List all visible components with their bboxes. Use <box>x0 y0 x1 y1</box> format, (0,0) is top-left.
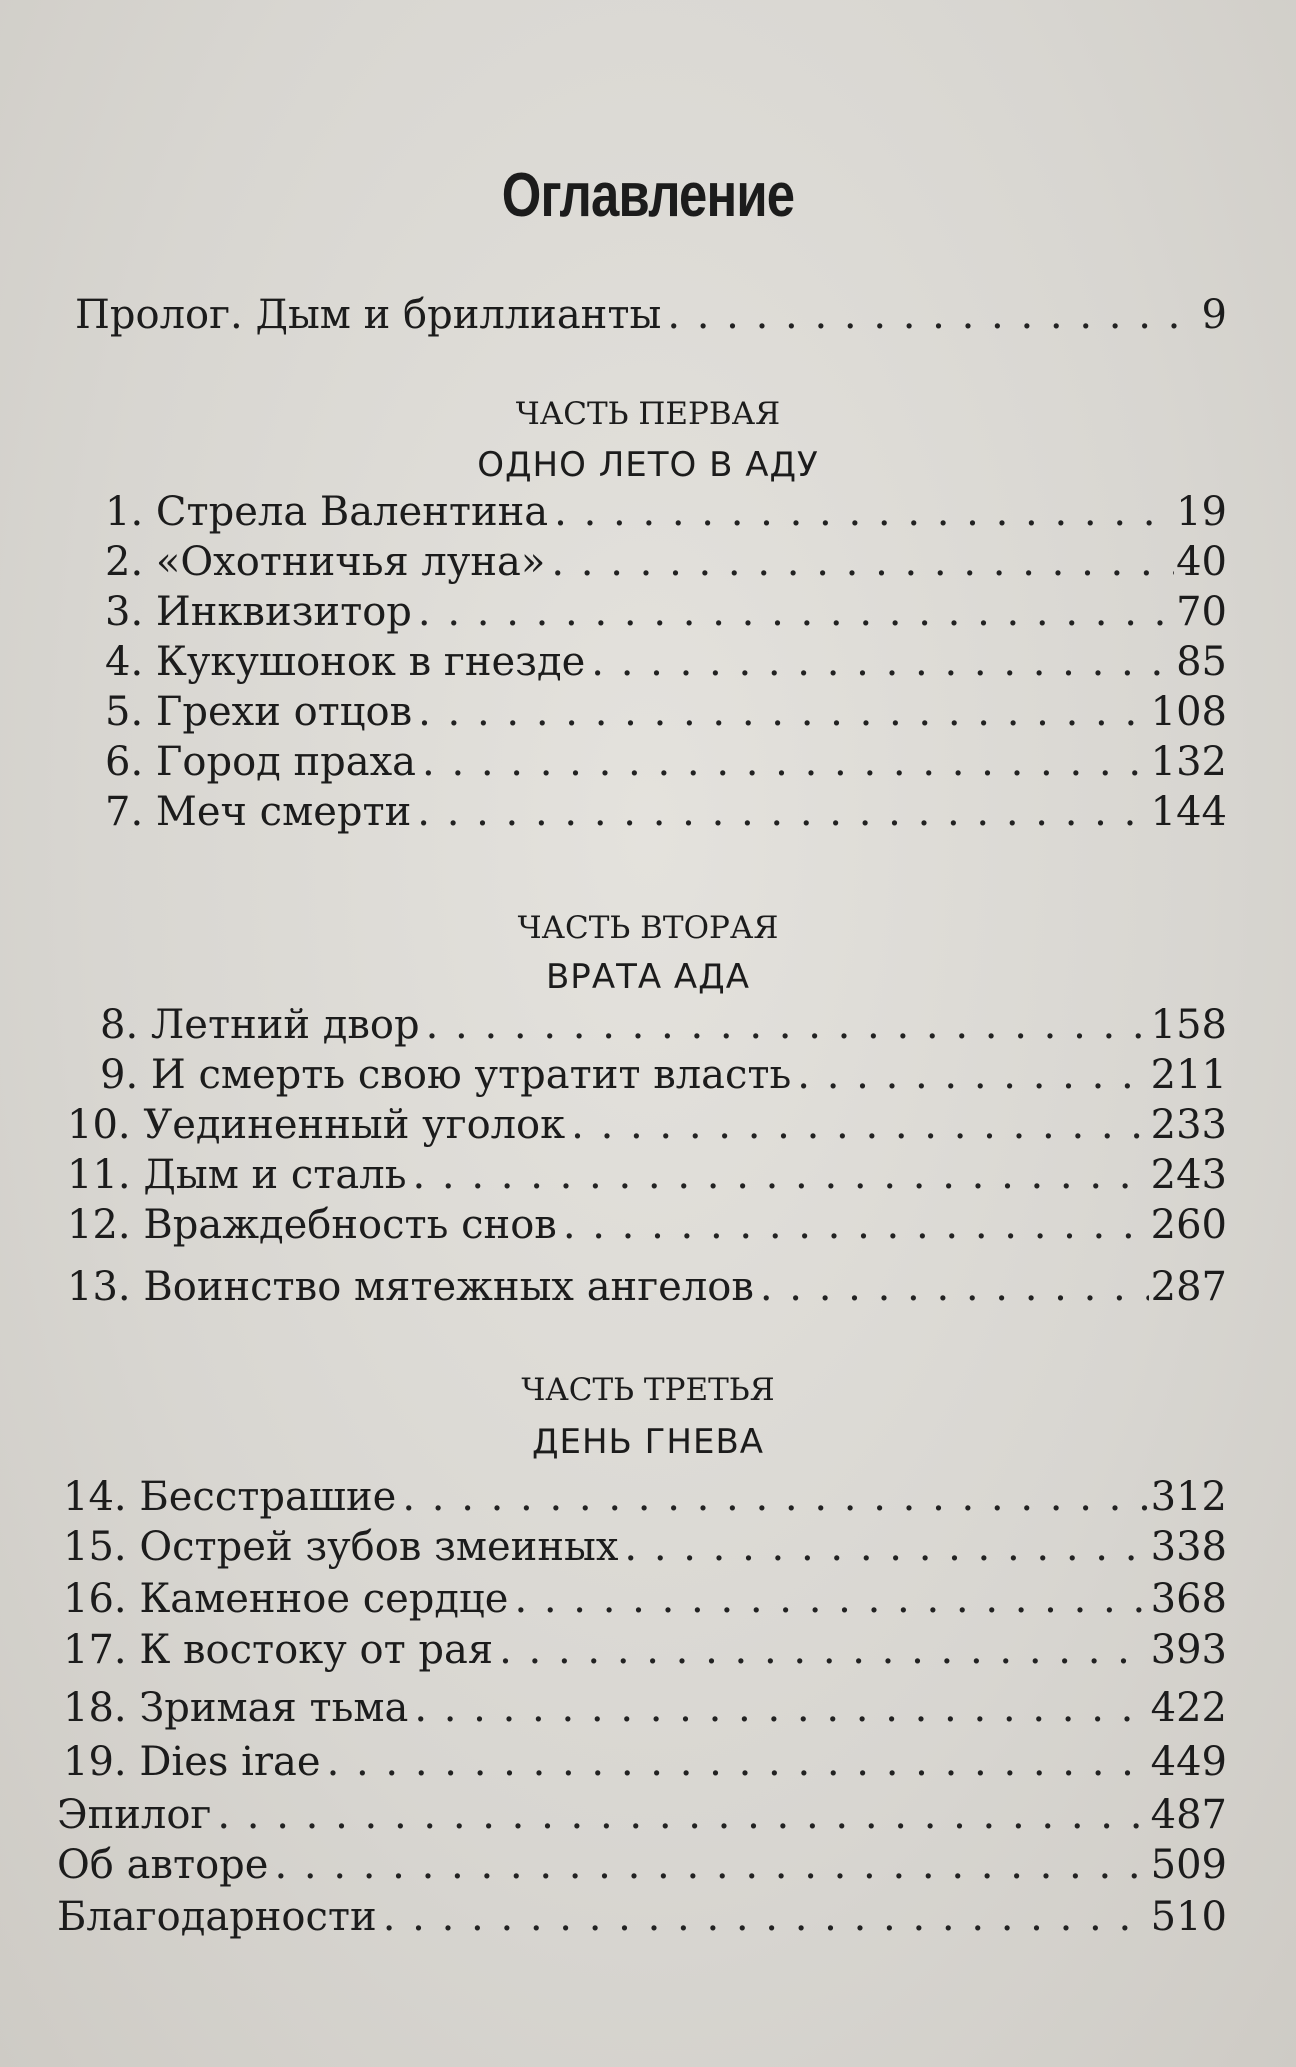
entry-title: Острей зубов змеиных <box>139 1524 619 1570</box>
entry-title: И смерть свою утратит власть <box>150 1052 792 1098</box>
entry-page: 132 <box>1150 739 1227 785</box>
entry-number: 8. <box>100 1002 139 1048</box>
dot-leader <box>661 290 1199 340</box>
entry-page: 19 <box>1176 489 1227 535</box>
toc-entry <box>100 1050 1227 1100</box>
dot-leader <box>493 1625 1149 1675</box>
toc-entry <box>67 1150 1227 1200</box>
entry-title: Стрела Валентина <box>155 489 549 535</box>
part-label-3: ЧАСТЬ ТРЕТЬЯ <box>521 1372 775 1408</box>
toc-entry-prologue <box>75 290 1227 340</box>
entry-number: 13. <box>67 1264 131 1310</box>
entry-page: 338 <box>1150 1524 1227 1570</box>
entry-number: 16. <box>63 1576 127 1622</box>
entry-title: Зримая тьма <box>139 1685 409 1731</box>
entry-page: 393 <box>1150 1627 1227 1673</box>
toc-entry-about-author <box>57 1840 1227 1890</box>
toc-entry <box>63 1574 1227 1624</box>
toc-entry <box>105 737 1227 787</box>
dot-leader <box>754 1262 1149 1312</box>
entry-title: К востоку от рая <box>139 1627 494 1673</box>
entry-title: Благодарности <box>57 1894 377 1940</box>
entry-title: Летний двор <box>150 1002 420 1048</box>
toc-entry <box>105 537 1227 587</box>
dot-leader <box>416 737 1149 787</box>
entry-number: 9. <box>100 1052 139 1098</box>
entry-page: 510 <box>1150 1894 1227 1940</box>
dot-leader <box>565 1100 1149 1150</box>
entry-number: 14. <box>63 1474 127 1520</box>
dot-leader <box>412 587 1174 637</box>
dot-leader <box>377 1892 1149 1942</box>
entry-number: 15. <box>63 1524 127 1570</box>
entry-title: Враждебность снов <box>143 1202 557 1248</box>
entry-page: 211 <box>1150 1052 1227 1098</box>
entry-title: Об авторе <box>57 1842 269 1888</box>
entry-page: 233 <box>1150 1102 1227 1148</box>
part-name-2: ВРАТА АДА <box>545 957 750 997</box>
entry-page: 260 <box>1150 1202 1227 1248</box>
entry-title: Город праха <box>155 739 417 785</box>
entry-page: 487 <box>1150 1792 1227 1838</box>
entry-page: 422 <box>1150 1685 1227 1731</box>
entry-title: Меч смерти <box>155 789 412 835</box>
entry-title: Эпилог <box>57 1792 212 1838</box>
toc-entry <box>105 587 1227 637</box>
toc-entry <box>105 687 1227 737</box>
entry-page: 9 <box>1201 292 1227 338</box>
toc-entry <box>67 1262 1227 1312</box>
entry-title: Уединенный уголок <box>143 1102 566 1148</box>
dot-leader <box>791 1050 1148 1100</box>
toc-entry <box>63 1683 1227 1733</box>
entry-page: 144 <box>1150 789 1227 835</box>
dot-leader <box>321 1737 1149 1787</box>
entry-number: 10. <box>67 1102 131 1148</box>
toc-entry <box>63 1472 1227 1522</box>
dot-leader <box>268 1840 1148 1890</box>
dot-leader <box>548 487 1174 537</box>
entry-title: Пролог. Дым и бриллианты <box>75 292 662 338</box>
entry-number: 6. <box>105 739 144 785</box>
entry-page: 40 <box>1176 539 1227 585</box>
entry-title: Кукушонок в гнезде <box>155 639 586 685</box>
toc-entry <box>100 1000 1227 1050</box>
entry-number: 7. <box>105 789 144 835</box>
entry-title: Каменное сердце <box>139 1576 509 1622</box>
toc-entry <box>105 487 1227 537</box>
dot-leader <box>211 1790 1148 1840</box>
entry-page: 368 <box>1150 1576 1227 1622</box>
part-name-3: ДЕНЬ ГНЕВА <box>531 1422 765 1462</box>
toc-entry <box>105 787 1227 837</box>
entry-title: Дым и сталь <box>143 1152 407 1198</box>
toc-entry <box>63 1522 1227 1572</box>
toc-entry <box>67 1200 1227 1250</box>
entry-number: 3. <box>105 589 144 635</box>
entry-number: 18. <box>63 1685 127 1731</box>
entry-page: 287 <box>1150 1264 1227 1310</box>
entry-page: 85 <box>1176 639 1227 685</box>
entry-number: 19. <box>63 1739 127 1785</box>
entry-title: Бесстрашие <box>139 1474 397 1520</box>
toc-entry-acknowledgements <box>57 1892 1227 1942</box>
dot-leader <box>408 1683 1148 1733</box>
toc-entry <box>63 1737 1227 1787</box>
entry-number: 1. <box>105 489 144 535</box>
entry-number: 11. <box>67 1152 131 1198</box>
part-label-2: ЧАСТЬ ВТОРАЯ <box>517 910 779 946</box>
entry-page: 243 <box>1150 1152 1227 1198</box>
entry-number: 12. <box>67 1202 131 1248</box>
dot-leader <box>618 1522 1148 1572</box>
toc-entry <box>63 1625 1227 1675</box>
entry-title: Инквизитор <box>155 589 412 635</box>
dot-leader <box>585 637 1174 687</box>
dot-leader <box>396 1472 1148 1522</box>
dot-leader <box>420 1000 1149 1050</box>
entry-number: 2. <box>105 539 144 585</box>
entry-title: Воинство мятежных ангелов <box>143 1264 754 1310</box>
entry-title: «Охотничья луна» <box>155 539 546 585</box>
dot-leader <box>557 1200 1149 1250</box>
entry-title: Dies irae <box>139 1739 321 1785</box>
entry-page: 70 <box>1176 589 1227 635</box>
entry-page: 509 <box>1150 1842 1227 1888</box>
part-label-1: ЧАСТЬ ПЕРВАЯ <box>515 396 781 432</box>
entry-page: 449 <box>1150 1739 1227 1785</box>
toc-entry <box>67 1100 1227 1150</box>
entry-page: 108 <box>1150 689 1227 735</box>
dot-leader <box>406 1150 1148 1200</box>
entry-number: 5. <box>105 689 144 735</box>
entry-page: 312 <box>1150 1474 1227 1520</box>
page-title: Оглавление <box>501 161 795 230</box>
part-name-1: ОДНО ЛЕТО В АДУ <box>477 445 819 485</box>
dot-leader <box>412 687 1149 737</box>
toc-entry-epilogue <box>57 1790 1227 1840</box>
toc-entry <box>105 637 1227 687</box>
entry-title: Грехи отцов <box>155 689 413 735</box>
entry-page: 158 <box>1150 1002 1227 1048</box>
dot-leader <box>508 1574 1148 1624</box>
dot-leader <box>411 787 1148 837</box>
dot-leader <box>545 537 1174 587</box>
entry-number: 4. <box>105 639 144 685</box>
entry-number: 17. <box>63 1627 127 1673</box>
